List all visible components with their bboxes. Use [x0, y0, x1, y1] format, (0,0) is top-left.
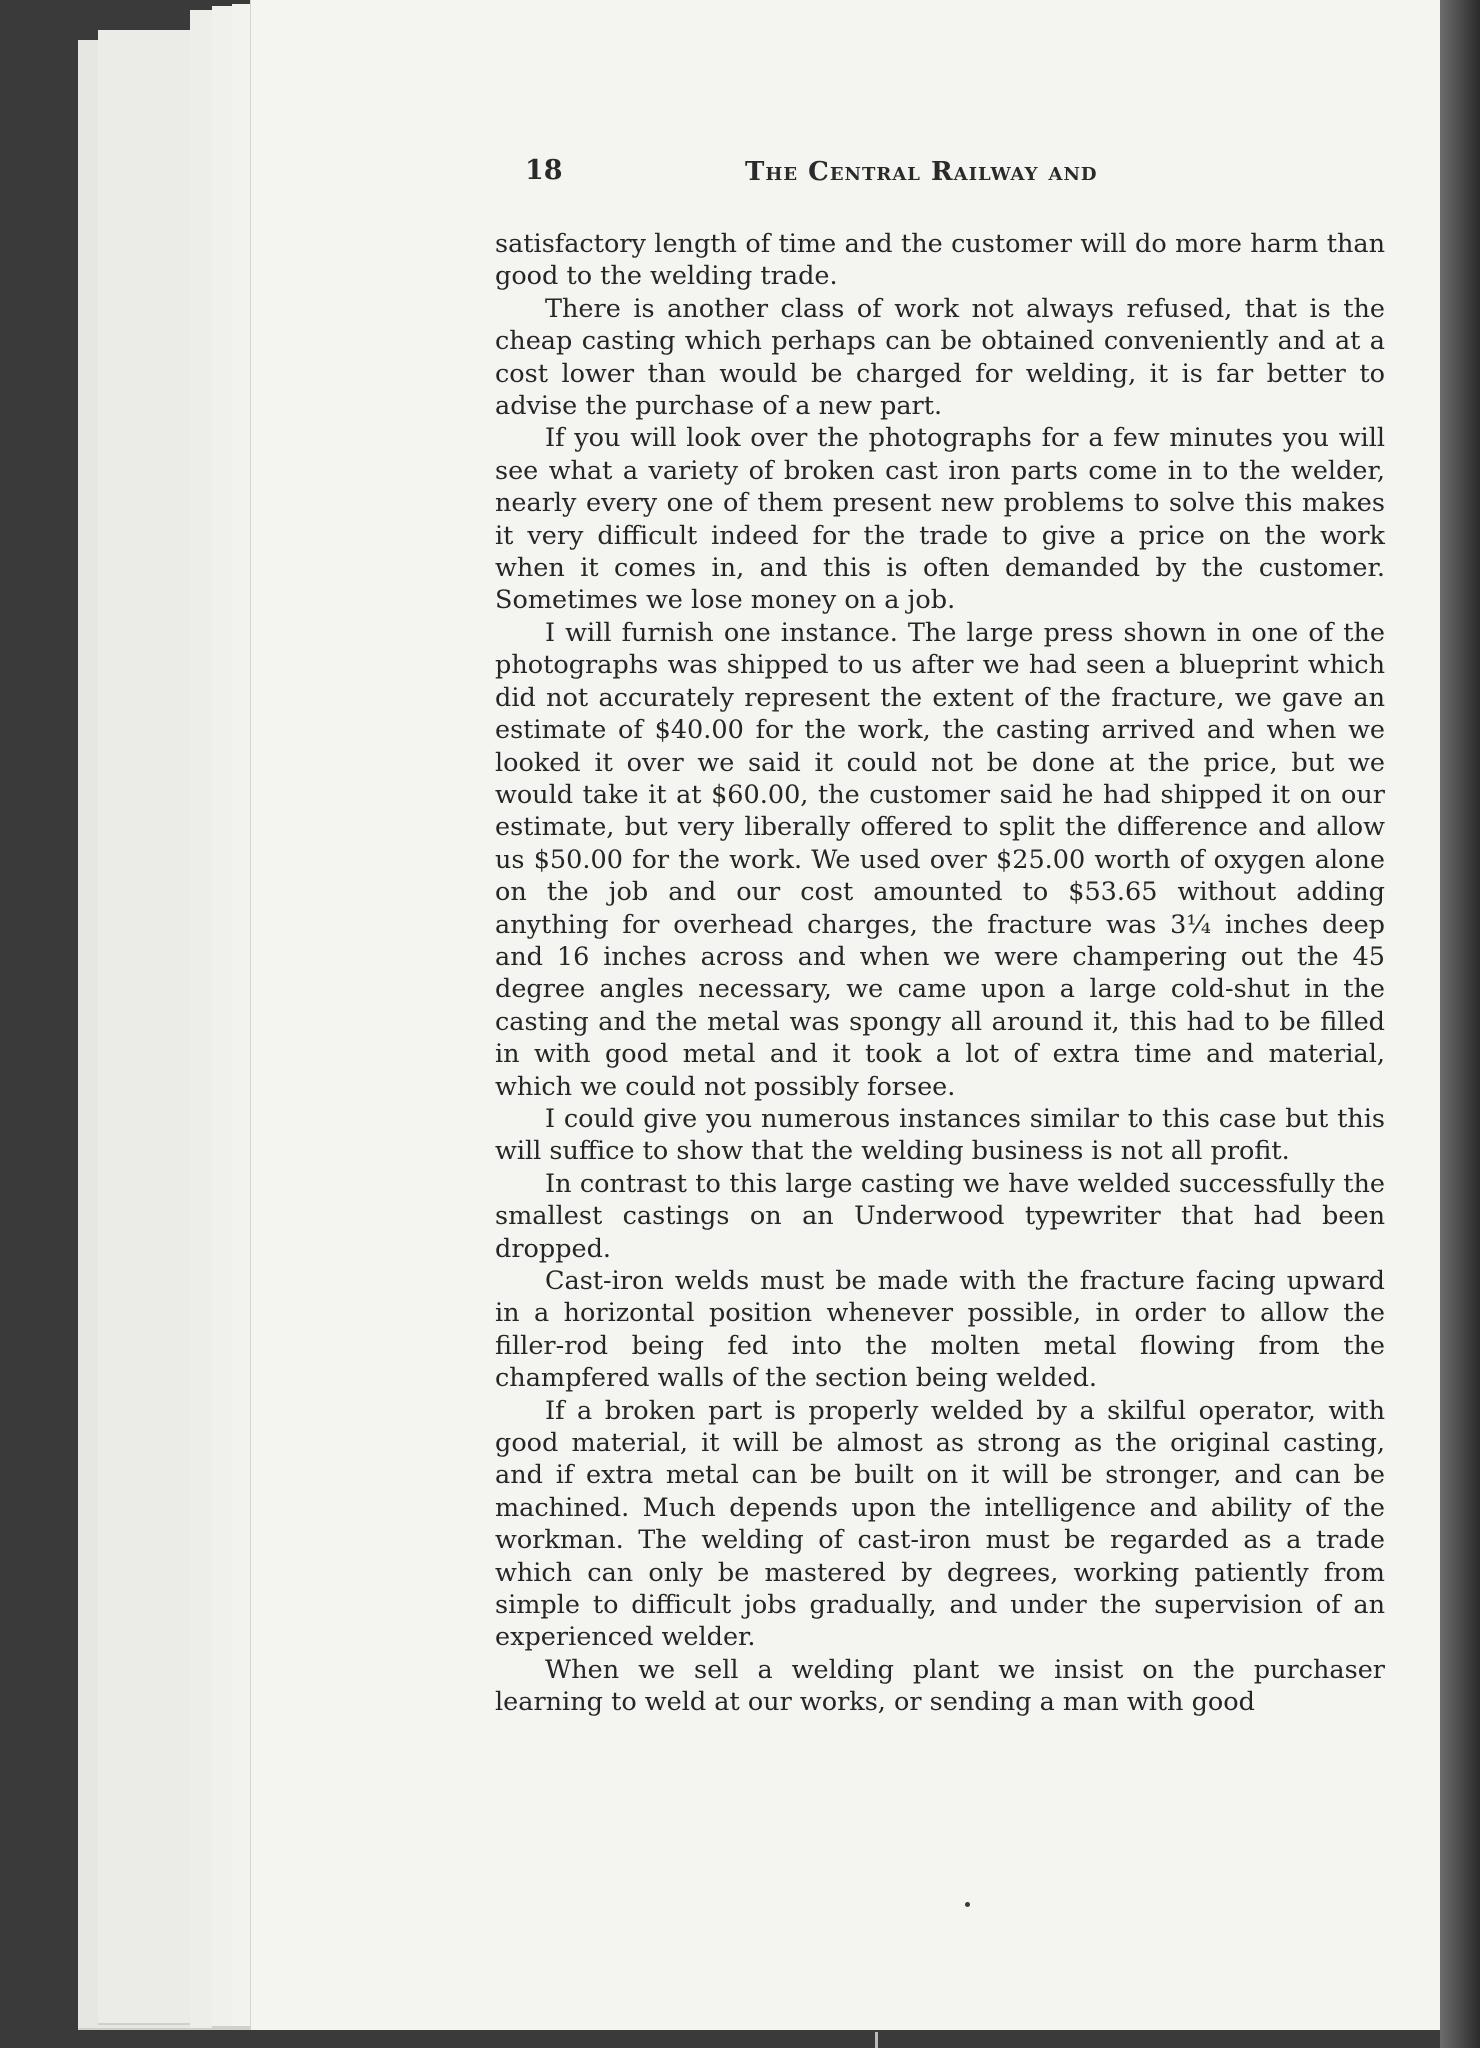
running-title: The Central Railway and [745, 157, 1098, 187]
ink-speck [965, 1902, 970, 1907]
paragraph: I will furnish one instance. The large press shown in one of the photographs was shipped to us after we had seen a blueprint which did not accurately represent the extent of the fracture, we gave an estimate of $40.00 for the work, the casting arrived and when we looked it over we said it could not be done at the price, but we would take it at $60.00, the customer said he had shipped it on our estimate, but very liberally offered to split the difference and allow us $50.00 for the work. We used over $25.00 worth of oxygen alone on the job and our cost amounted to $53.65 without adding anything for overhead charges, the fracture was 3¼ inches deep and 16 inches across and when we were champering out the 45 degree angles necessary, we came upon a large cold-shut in the casting and the metal was spongy all around it, this had to be filled in with good metal and it took a lot of extra time and material, which we could not possibly forsee. [495, 617, 1385, 1102]
scan-mark [875, 2032, 878, 2048]
paragraph: When we sell a welding plant we insist on the purchaser learning to weld at our works, or sending a man with good [495, 1654, 1385, 1718]
page-number: 18 [525, 155, 563, 186]
paragraph: If you will look over the photographs for a few minutes you will see what a variety of broken cast iron parts come in to the welder, nearly every one of them present new problems to solve this makes it very difficult indeed for the trade to give a price on the work when it comes in, and this is often demanded by the customer. Sometimes we lose money on a job. [495, 423, 1385, 616]
paragraph: In contrast to this large casting we have welded successfully the smallest castings on an Underwood typewriter that had been dropped. [495, 1168, 1385, 1264]
paragraph: If a broken part is properly welded by a skilful operator, with good material, it will be almost as strong as the original casting, and if extra metal can be built on it will be stronger, and can be machined. Much depends upon the intelligence and ability of the workman. The welding of cast-iron must be regarded as a trade which can only be mastered by degrees, working patiently from simple to difficult jobs gradually, and under the supervision of an experienced welder. [495, 1395, 1385, 1653]
paragraph: There is another class of work not always refused, that is the cheap casting which perhaps can be obtained conveniently and at a cost lower than would be charged for welding, it is far better to advise the purchase of a new part. [495, 293, 1385, 422]
body-text [495, 228, 1385, 1719]
binding-shadow [1440, 0, 1480, 2048]
paragraph: Cast-iron welds must be made with the fracture facing upward in a horizontal position whenever possible, in order to allow the filler-rod being fed into the molten metal flowing from the champfered walls of the section being welded. [495, 1266, 1385, 1394]
paragraph: satisfactory length of time and the customer will do more harm than good to the welding trade. [495, 229, 1385, 292]
running-head [525, 155, 1135, 195]
paragraph: I could give you numerous instances similar to this case but this will suffice to show that the welding business is not all profit. [495, 1103, 1385, 1167]
